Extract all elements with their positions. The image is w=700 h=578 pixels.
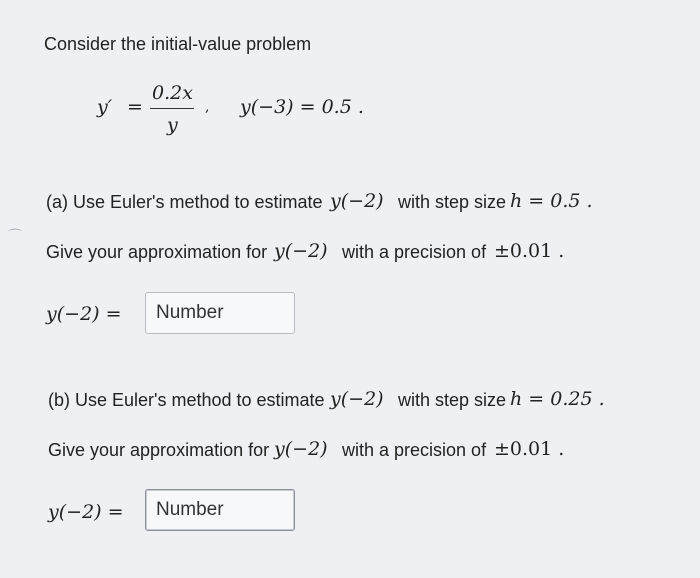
eq-comma: , bbox=[205, 99, 210, 115]
part-a-answer-label: y(−2) = bbox=[46, 303, 122, 325]
eq-numerator: 0.2x bbox=[152, 82, 193, 104]
part-a-answer-input[interactable] bbox=[145, 292, 295, 334]
initial-condition: y(−3) = 0.5 . bbox=[240, 96, 364, 118]
part-a-prompt-suffix: with step size bbox=[398, 192, 507, 212]
intro-text: Consider the initial-value problem bbox=[44, 34, 312, 54]
part-a-precision-prefix: Give your approximation for bbox=[46, 242, 268, 262]
part-a-answer-placeholder: Number bbox=[156, 302, 224, 323]
part-a-precision-math: y(−2) bbox=[274, 240, 328, 262]
part-b-answer-placeholder: Number bbox=[156, 499, 224, 520]
part-b-precision-prefix: Give your approximation for bbox=[48, 440, 270, 460]
part-b-prompt-prefix: (b) Use Euler's method to estimate bbox=[48, 390, 325, 410]
part-a-precision-suffix: with a precision of bbox=[342, 242, 487, 262]
part-a-prompt-math: y(−2) bbox=[330, 190, 384, 212]
part-b-step: h = 0.25 . bbox=[510, 388, 605, 410]
part-b-answer-label: y(−2) = bbox=[48, 501, 124, 523]
eq-denominator: y bbox=[167, 114, 178, 136]
eq-lhs: y′ bbox=[97, 96, 113, 118]
part-b-prompt-math: y(−2) bbox=[330, 388, 384, 410]
margin-tick-mark: ⌒ bbox=[8, 228, 22, 244]
fraction-bar bbox=[150, 108, 194, 109]
part-b-precision-suffix: with a precision of bbox=[342, 440, 487, 460]
part-a-prompt-prefix: (a) Use Euler's method to estimate bbox=[46, 192, 323, 212]
part-b-answer-input[interactable] bbox=[145, 489, 295, 531]
eq-equals: = bbox=[127, 96, 143, 118]
part-a-precision-value: ±0.01 . bbox=[494, 240, 565, 262]
part-b-precision-value: ±0.01 . bbox=[494, 438, 565, 460]
part-b-prompt-suffix: with step size bbox=[398, 390, 507, 410]
part-b-precision-math: y(−2) bbox=[274, 438, 328, 460]
part-a-step: h = 0.5 . bbox=[510, 190, 593, 212]
